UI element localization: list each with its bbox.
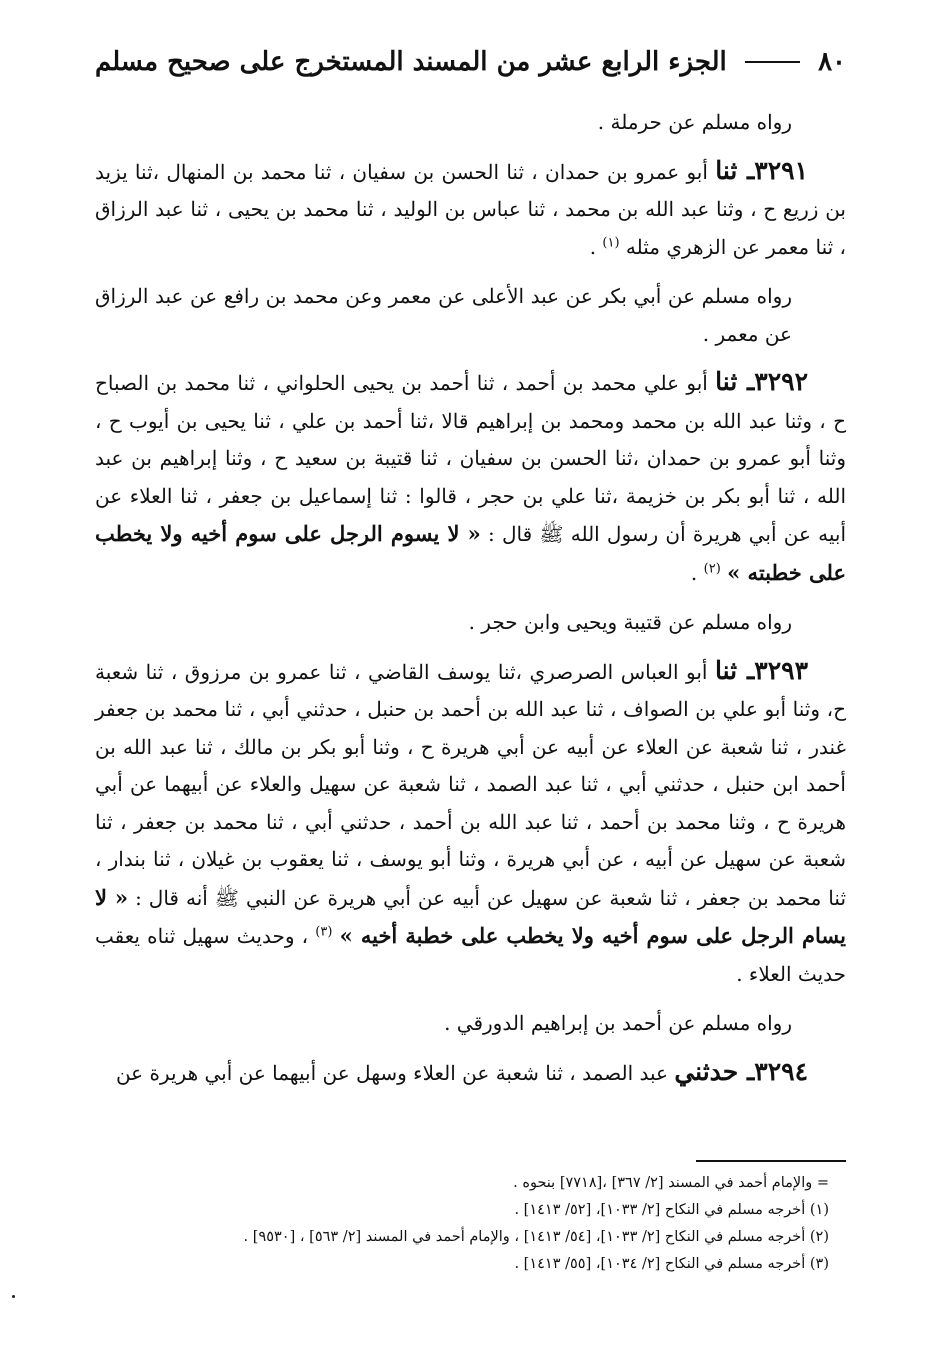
footnote-2: (٢) أخرجه مسلم في النكاح [٢/ ١٠٣٣]، [٥٤/ ١٤١٣] ، والإمام أحمد في المسند [٢/ ٥٦٣] ، [٩٥٣٠] . — [243, 1229, 829, 1245]
isnad-text: أبو عمرو بن حمدان ، ثنا الحسن بن سفيان ، ثنا محمد بن المنهال ،ثنا يزيد بن زريع ح ، وثنا عبد الله بن محمد ، ثنا عباس بن الوليد ، ثنا محمد بن يحيى ، ثنا عبد الرزاق ، ثنا معمر عن الزهري مثله — [95, 159, 846, 259]
riwaya-line: رواه مسلم عن قتيبة ويحيى وابن حجر . — [468, 610, 792, 634]
page-header — [95, 40, 846, 84]
hadith-ending: . — [589, 234, 603, 259]
hadith-3292 — [95, 363, 846, 592]
hadith-number: ٣٢٩٣ـ ثنا — [714, 655, 808, 685]
hadith-ending: ، وحديث سهيل ثناه يعقب حديث العلاء . — [95, 924, 846, 986]
isnad-text: عبد الصمد ، ثنا شعبة عن العلاء وسهل عن أبيهما عن أبي هريرة عن — [115, 1060, 668, 1085]
riwaya-line: رواه مسلم عن أحمد بن إبراهيم الدورقي . — [444, 1011, 792, 1035]
hadith-3294 — [95, 1053, 846, 1093]
footnote-separator — [696, 1160, 846, 1162]
footnote-ref: (٣) — [315, 924, 333, 940]
scan-speck — [12, 1295, 15, 1298]
hadith-number: ٣٢٩١ـ ثنا — [715, 155, 808, 185]
page-body — [95, 104, 846, 1104]
hadith-3293 — [95, 652, 846, 994]
riwaya-line: رواه مسلم عن حرملة . — [597, 110, 792, 134]
footnote-ref: (٢) — [703, 560, 721, 576]
matn-text: « لا يسوم الرجل على سوم أخيه ولا يخطب على خطبته » — [95, 521, 846, 585]
footnote-ref: (١) — [602, 234, 620, 250]
header-rule — [745, 61, 800, 63]
isnad-text: أبو العباس الصرصري ،ثنا يوسف القاضي ، ثنا عمرو بن مرزوق ، ثنا شعبة ح، وثنا أبو علي بن الصواف ، ثنا عبد الله بن أحمد بن حنبل ، حدثني أبي ، ثنا محمد بن جعفر غندر ، ثنا شعبة عن العلاء عن أبيه عن أبي هريرة ح ، وثنا أبو بكر بن مالك ، ثنا عبد الله بن أحمد ابن حنبل ، حدثني أبي ، ثنا عبد الصمد ، ثنا شعبة عن سهيل والعلاء عن أبيهما عن أبي هريرة ح ، وثنا محمد بن أحمد ، ثنا عبد الله بن أحمد ، حدثني أبي ، ثنا محمد بن جعفر ، ثنا شعبة عن سهيل عن أبيه ، عن أبي هريرة ، وثنا أبو يوسف ، ثنا يعقوب بن غيلان ، ثنا بندار ، ثنا محمد بن جعفر ، ثنا شعبة عن سهيل عن أبيه عن أبي هريرة عن النبي ﷺ أنه قال : — [95, 659, 847, 910]
footnote-continuation: = والإمام أحمد في المسند [٢/ ٣٦٧] ،[٧٧١٨] بنحوه . — [513, 1175, 829, 1191]
hadith-ending: . — [690, 560, 704, 585]
isnad-text: أبو علي محمد بن أحمد ، ثنا أحمد بن يحيى الحلواني ، ثنا محمد بن الصباح ح ، وثنا عبد الله بن محمد ومحمد بن إبراهيم قالا ،ثنا أحمد بن علي ، ثنا يحيى بن أيوب ح ، وثنا أبو عمرو بن حمدان ،ثنا الحسن بن سفيان ، ثنا قتيبة بن سعيد ح ، وثنا إبراهيم بن عبد الله ، ثنا أبو بكر بن خزيمة ،ثنا علي بن حجر ، قالوا : ثنا إسماعيل بن جعفر ، ثنا العلاء عن أبيه عن أبي هريرة أن رسول الله ﷺ قال : — [95, 371, 847, 546]
matn-text: « لا يسام الرجل على سوم أخيه ولا يخطب على خطبة أخيه » — [95, 884, 846, 948]
running-title: الجزء الرابع عشر من المسند المستخرج على صحيح مسلم — [95, 47, 727, 77]
footnote-1: (١) أخرجه مسلم في النكاح [٢/ ١٠٣٣]، [٥٢/ ١٤١٣] . — [514, 1202, 829, 1218]
hadith-3291 — [95, 152, 846, 267]
hadith-number: ٣٢٩٤ـ حدثني — [674, 1056, 808, 1086]
footnotes — [95, 1170, 829, 1278]
hadith-number: ٣٢٩٢ـ ثنا — [715, 367, 808, 396]
footnote-3: (٣) أخرجه مسلم في النكاح [٢/ ١٠٣٤]، [٥٥/ ١٤١٣] . — [514, 1256, 829, 1272]
page-number: ٨٠ — [818, 47, 846, 77]
riwaya-line: رواه مسلم عن أبي بكر عن عبد الأعلى عن معمر وعن محمد بن رافع عن عبد الرزاق عن معمر . — [95, 284, 792, 346]
